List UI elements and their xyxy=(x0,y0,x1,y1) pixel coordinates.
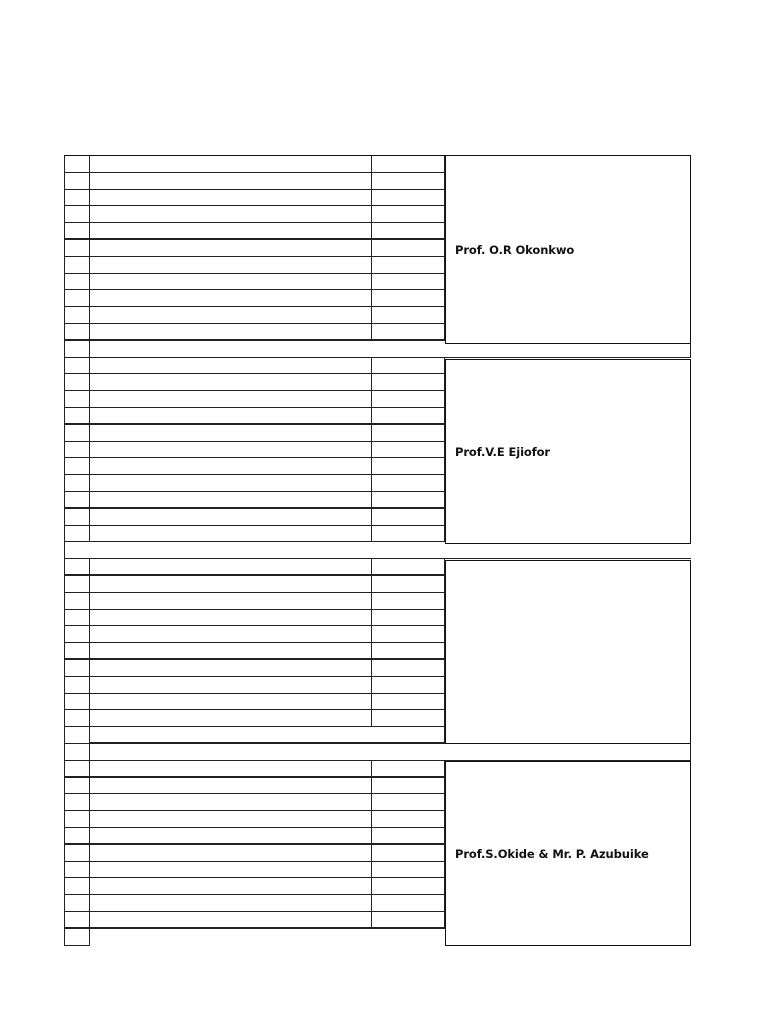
row-number-cell[interactable] xyxy=(64,677,90,694)
course-title-cell[interactable] xyxy=(90,442,372,459)
blank-row[interactable] xyxy=(64,542,691,559)
course-unit-cell[interactable] xyxy=(372,173,445,190)
row-number-cell[interactable] xyxy=(64,190,90,207)
course-title-cell[interactable] xyxy=(90,492,372,509)
merged-cell[interactable] xyxy=(90,744,691,761)
row-number-cell[interactable] xyxy=(64,929,90,946)
course-unit-cell[interactable] xyxy=(372,391,445,408)
course-title-cell[interactable] xyxy=(90,257,372,274)
course-unit-cell[interactable] xyxy=(372,626,445,643)
row-number-cell[interactable] xyxy=(64,492,90,509)
row-number-cell[interactable] xyxy=(64,324,90,341)
course-title-cell[interactable] xyxy=(90,240,372,257)
course-title-cell[interactable] xyxy=(90,206,372,223)
course-unit-cell[interactable] xyxy=(372,677,445,694)
course-unit-cell[interactable] xyxy=(372,778,445,795)
course-unit-cell[interactable] xyxy=(372,307,445,324)
row-number-cell[interactable] xyxy=(64,240,90,257)
course-title-cell[interactable] xyxy=(90,458,372,475)
course-title-cell[interactable] xyxy=(90,593,372,610)
course-unit-cell[interactable] xyxy=(372,694,445,711)
course-title-cell[interactable] xyxy=(90,358,372,375)
course-title-cell[interactable] xyxy=(90,290,372,307)
row-number-cell[interactable] xyxy=(64,307,90,324)
row-number-cell[interactable] xyxy=(64,593,90,610)
row-number-cell[interactable] xyxy=(64,912,90,929)
row-number-cell[interactable] xyxy=(64,862,90,879)
course-title-cell[interactable] xyxy=(90,509,372,526)
lecturer-name: Prof.S.Okide & Mr. P. Azubuike xyxy=(455,846,649,861)
row-number-cell[interactable] xyxy=(64,274,90,291)
lecturer-group-box-1[interactable] xyxy=(445,155,691,344)
course-title-cell[interactable] xyxy=(90,576,372,593)
row-number-cell[interactable] xyxy=(64,475,90,492)
course-unit-cell[interactable] xyxy=(372,408,445,425)
course-title-cell[interactable] xyxy=(90,274,372,291)
lecturer-name: Prof.V.E Ejiofor xyxy=(455,444,551,459)
course-title-cell[interactable] xyxy=(90,878,372,895)
course-unit-cell[interactable] xyxy=(372,156,445,173)
row-number-cell[interactable] xyxy=(64,425,90,442)
lecturer-name: Prof. O.R Okonkwo xyxy=(455,242,575,257)
row-number-cell[interactable] xyxy=(64,458,90,475)
row-number-cell[interactable] xyxy=(64,358,90,375)
course-title-cell[interactable] xyxy=(90,307,372,324)
row-number-cell[interactable] xyxy=(64,778,90,795)
row-number-cell[interactable] xyxy=(64,660,90,677)
row-number-cell[interactable] xyxy=(64,744,90,761)
row-number-cell[interactable] xyxy=(64,794,90,811)
course-title-cell[interactable] xyxy=(90,794,372,811)
lecturer-group-box-4[interactable] xyxy=(445,761,691,946)
course-title-cell[interactable] xyxy=(90,677,372,694)
course-unit-cell[interactable] xyxy=(372,710,445,727)
lecturer-group-box-2[interactable] xyxy=(445,359,691,544)
course-unit-cell[interactable] xyxy=(372,290,445,307)
course-title-cell[interactable] xyxy=(90,845,372,862)
course-title-cell[interactable] xyxy=(90,862,372,879)
course-title-cell[interactable] xyxy=(90,374,372,391)
row-number-cell[interactable] xyxy=(64,878,90,895)
row-number-cell[interactable] xyxy=(64,811,90,828)
row-number-cell[interactable] xyxy=(64,559,90,576)
row-number-cell[interactable] xyxy=(64,626,90,643)
row-number-cell[interactable] xyxy=(64,374,90,391)
course-unit-cell[interactable] xyxy=(372,761,445,778)
course-unit-cell[interactable] xyxy=(372,509,445,526)
course-unit-cell[interactable] xyxy=(372,610,445,627)
course-title-cell[interactable] xyxy=(90,526,372,543)
course-title-cell[interactable] xyxy=(90,626,372,643)
course-unit-cell[interactable] xyxy=(372,559,445,576)
row-number-cell[interactable] xyxy=(64,828,90,845)
course-unit-cell[interactable] xyxy=(372,828,445,845)
course-unit-cell[interactable] xyxy=(372,862,445,879)
row-number-cell[interactable] xyxy=(64,156,90,173)
course-title-cell[interactable] xyxy=(90,643,372,660)
course-unit-cell[interactable] xyxy=(372,206,445,223)
course-unit-cell[interactable] xyxy=(372,324,445,341)
course-unit-cell[interactable] xyxy=(372,492,445,509)
course-unit-cell[interactable] xyxy=(372,274,445,291)
course-title-cell[interactable] xyxy=(90,190,372,207)
row-number-cell[interactable] xyxy=(64,223,90,240)
course-unit-cell[interactable] xyxy=(372,358,445,375)
course-unit-cell[interactable] xyxy=(372,475,445,492)
row-number-cell[interactable] xyxy=(64,761,90,778)
course-unit-cell[interactable] xyxy=(372,811,445,828)
course-unit-cell[interactable] xyxy=(372,374,445,391)
course-title-cell[interactable] xyxy=(90,761,372,778)
row-number-cell[interactable] xyxy=(64,391,90,408)
course-title-cell[interactable] xyxy=(90,610,372,627)
course-unit-cell[interactable] xyxy=(372,240,445,257)
row-number-cell[interactable] xyxy=(64,442,90,459)
course-title-cell[interactable] xyxy=(90,912,372,929)
lecturer-group-box-3[interactable] xyxy=(445,560,691,744)
course-unit-cell[interactable] xyxy=(372,660,445,677)
course-title-cell[interactable] xyxy=(90,895,372,912)
course-unit-cell[interactable] xyxy=(372,526,445,543)
course-unit-cell[interactable] xyxy=(372,593,445,610)
course-unit-cell[interactable] xyxy=(372,257,445,274)
course-unit-cell[interactable] xyxy=(372,643,445,660)
course-title-cell[interactable] xyxy=(90,425,372,442)
course-title-cell[interactable] xyxy=(90,156,372,173)
row-number-cell[interactable] xyxy=(64,727,90,744)
row-number-cell[interactable] xyxy=(64,290,90,307)
course-unit-cell[interactable] xyxy=(372,425,445,442)
row-number-cell[interactable] xyxy=(64,610,90,627)
course-title-cell[interactable] xyxy=(90,324,372,341)
course-unit-cell[interactable] xyxy=(372,794,445,811)
course-unit-cell[interactable] xyxy=(372,190,445,207)
course-title-cell[interactable] xyxy=(90,710,372,727)
row-number-cell[interactable] xyxy=(64,710,90,727)
row-number-cell[interactable] xyxy=(64,526,90,543)
row-number-cell[interactable] xyxy=(64,895,90,912)
course-title-cell[interactable] xyxy=(90,694,372,711)
course-unit-cell[interactable] xyxy=(372,576,445,593)
course-title-cell[interactable] xyxy=(90,391,372,408)
row-number-cell[interactable] xyxy=(64,341,90,358)
row-number-cell[interactable] xyxy=(64,408,90,425)
course-unit-cell[interactable] xyxy=(372,845,445,862)
course-unit-cell[interactable] xyxy=(372,442,445,459)
course-unit-cell[interactable] xyxy=(372,223,445,240)
row-number-cell[interactable] xyxy=(64,509,90,526)
course-title-cell[interactable] xyxy=(90,778,372,795)
course-unit-cell[interactable] xyxy=(372,895,445,912)
course-title-cell[interactable] xyxy=(90,223,372,240)
course-unit-cell[interactable] xyxy=(372,912,445,929)
row-number-cell[interactable] xyxy=(64,173,90,190)
course-title-cell[interactable] xyxy=(90,408,372,425)
merged-cell[interactable] xyxy=(90,727,445,744)
course-title-cell[interactable] xyxy=(90,475,372,492)
row-number-cell[interactable] xyxy=(64,845,90,862)
row-number-cell[interactable] xyxy=(64,257,90,274)
course-title-cell[interactable] xyxy=(90,660,372,677)
course-title-cell[interactable] xyxy=(90,173,372,190)
row-number-cell[interactable] xyxy=(64,643,90,660)
row-number-cell[interactable] xyxy=(64,576,90,593)
course-unit-cell[interactable] xyxy=(372,878,445,895)
row-number-cell[interactable] xyxy=(64,694,90,711)
course-title-cell[interactable] xyxy=(90,828,372,845)
course-unit-cell[interactable] xyxy=(372,458,445,475)
course-title-cell[interactable] xyxy=(90,559,372,576)
row-number-cell[interactable] xyxy=(64,206,90,223)
course-title-cell[interactable] xyxy=(90,811,372,828)
